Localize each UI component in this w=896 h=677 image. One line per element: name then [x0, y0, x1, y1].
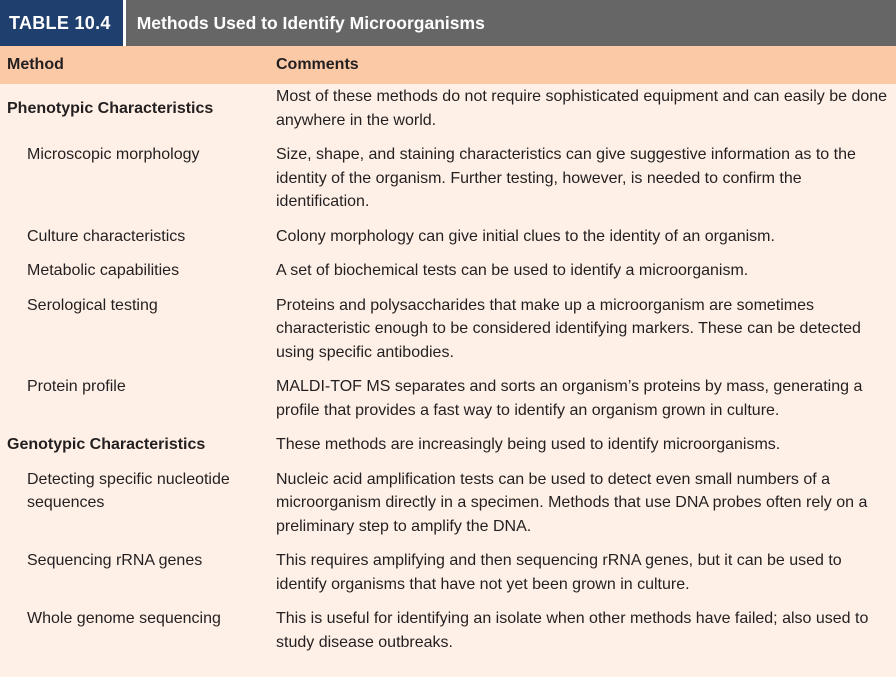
method-cell: Sequencing rRNA genes — [27, 552, 203, 569]
method-cell: Phenotypic Characteristics — [7, 99, 214, 117]
method-cell: Microscopic morphology — [27, 146, 200, 163]
table-row — [0, 549, 896, 596]
table-row — [0, 85, 896, 132]
comment-cell: Most of these methods do not require sophisticated equipment and can easily be done anywhere in the world. — [276, 88, 888, 129]
table-number: TABLE 10.4 — [0, 0, 126, 46]
method-cell: Protein profile — [27, 378, 126, 395]
comment-cell: Proteins and polysaccharides that make up a microorganism are sometimes characteristic enough to be considered identifying markers. These can be detected using specific antibodies. — [276, 296, 861, 361]
header-method: Method — [7, 56, 64, 73]
method-cell: Whole genome sequencing — [27, 610, 221, 627]
comment-cell: Size, shape, and staining characteristics can give suggestive information as to the identity of the organism. Further testing, however, is needed to confirm the identification. — [276, 146, 856, 210]
header-comments: Comments — [276, 56, 359, 73]
comment-cell: Colony morphology can give initial clues to the identity of an organism. — [276, 227, 775, 245]
method-cell: Genotypic Characteristics — [7, 436, 206, 453]
comment-cell: MALDI-TOF MS separates and sorts an organism’s proteins by mass, generating a profile that provides a fast way to identify an organism grown in culture. — [276, 378, 863, 419]
table-row — [0, 294, 896, 365]
method-cell: Serological testing — [27, 296, 158, 314]
table-row — [0, 468, 896, 539]
table-row — [0, 143, 896, 214]
comment-cell: This is useful for identifying an isolate when other methods have failed; also used to study disease outbreaks. — [276, 610, 869, 651]
comment-cell: This requires amplifying and then sequencing rRNA genes, but it can be used to identify organisms that have not yet been grown in culture. — [276, 552, 842, 593]
table-body — [0, 85, 896, 654]
table-row — [0, 259, 896, 283]
method-cell: Metabolic capabilities — [27, 262, 180, 279]
comment-cell: A set of biochemical tests can be used to identify a microorganism. — [276, 262, 749, 279]
table-title-bar — [0, 0, 896, 46]
table-title: Methods Used to Identify Microorganisms — [136, 12, 485, 33]
comment-cell: Nucleic acid amplification tests can be used to detect even small numbers of a microorganism directly in a specimen. Methods that use DNA probes often rely on a preliminary step to amplify the DNA. — [276, 470, 868, 535]
method-cell: Culture characteristics — [27, 227, 186, 245]
table-row — [0, 225, 896, 249]
comment-cell: These methods are increasingly being used to identify microorganisms. — [276, 436, 781, 453]
table-header-row — [0, 46, 896, 84]
table-row — [0, 433, 896, 457]
method-cell: Detecting specific nucleotide sequences — [27, 470, 230, 511]
table-row — [0, 607, 896, 654]
table-row — [0, 375, 896, 422]
